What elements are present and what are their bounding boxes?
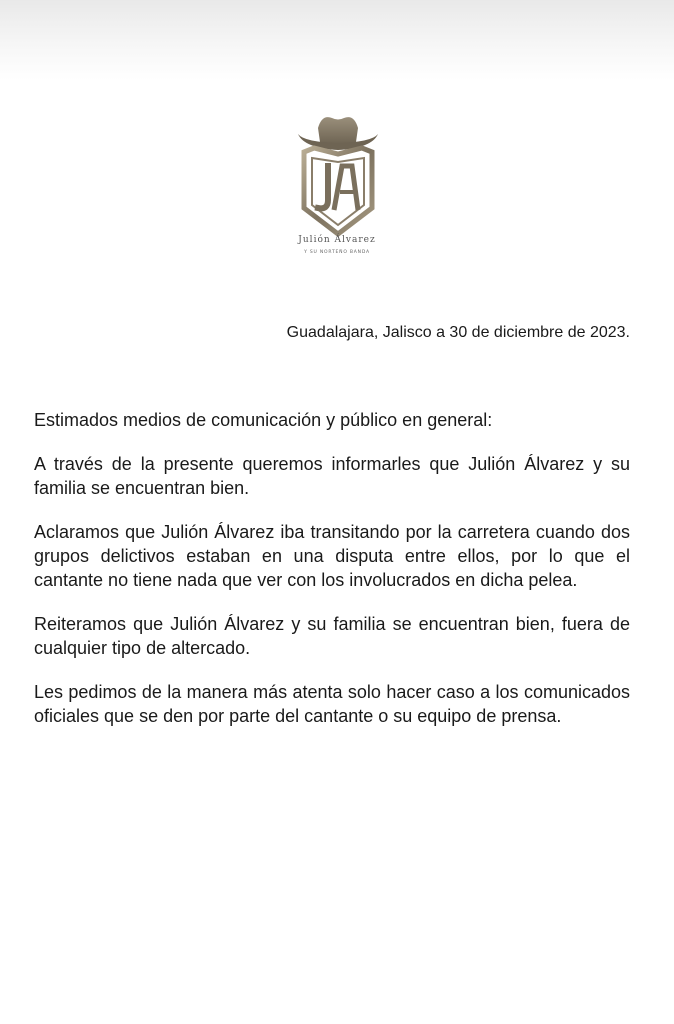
paragraph-3: Reiteramos que Julión Álvarez y su familia se encuentran bien, fuera de cualquier tipo de altercado.: [34, 614, 630, 658]
brand-subtitle: Y SU NORTEÑO BANDA: [304, 250, 370, 255]
dateline: Guadalajara, Jalisco a 30 de diciembre de 2023.: [286, 324, 630, 341]
paragraph-1: A través de la presente queremos informarles que Julión Álvarez y su familia se encuentran bien.: [34, 454, 630, 498]
salutation: Estimados medios de comunicación y público en general:: [34, 410, 493, 430]
letter-body: [34, 408, 630, 748]
brand-name: Julión Álvarez: [298, 235, 376, 245]
paragraph-4: Les pedimos de la manera más atenta solo hacer caso a los comunicados oficiales que se den por parte del cantante o su equipo de prensa.: [34, 682, 630, 726]
top-shadow: [0, 0, 674, 80]
paragraph-2: Aclaramos que Julión Álvarez iba transitando por la carretera cuando dos grupos delictivos estaban en una disputa entre ellos, por lo que el cantante no tiene nada que ver con los involucrados en dicha pelea.: [34, 522, 630, 590]
